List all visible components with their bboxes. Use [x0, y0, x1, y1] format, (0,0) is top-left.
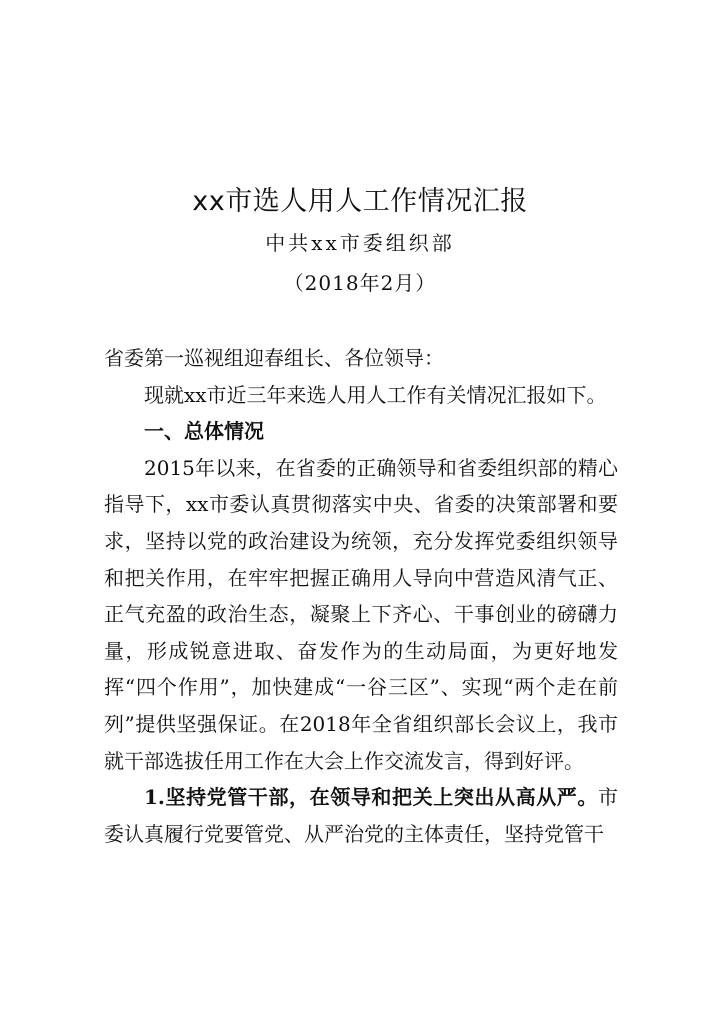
document-date: （2018年2月） — [283, 271, 437, 295]
point-text: 市委认真履行党要管党、从严治党的主体责任，坚持党管干 — [104, 785, 618, 846]
point-lead: 1.坚持党管干部，在领导和把关上突出从高从严。 — [144, 785, 598, 810]
section-heading: 一、总体情况 — [144, 419, 264, 444]
intro-paragraph: 现就xx市近三年来选人用人工作有关情况汇报如下。 — [144, 382, 607, 407]
salutation: 省委第一巡视组迎春组长、各位领导： — [104, 346, 444, 370]
document-subtitle: 中共xx市委组织部 — [265, 231, 455, 255]
point-paragraph — [104, 779, 618, 852]
document-body — [104, 340, 618, 852]
section-paragraph: 2015年以来，在省委的正确领导和省委组织部的精心指导下，xx市委认真贯彻落实中央、省委的决策部署和要求，坚持以党的政治建设为统领，充分发挥党委组织领导和把关作用，在牢牢把握正确用人导向中营造风清气正、正气充盈的政治生态，凝聚上下齐心、干事创业的磅礴力量，形成锐意进取、奋发作为的生动局面，为更好地发挥“四个作用”，加快建成“一谷三区”、实现“两个走在前列”提供坚强保证。在2018年全省组织部长会议上，我市就干部选拔任用工作在大会上作交流发言，得到好评。 — [104, 455, 618, 773]
document-title: xx市选人用人工作情况汇报 — [192, 186, 528, 217]
